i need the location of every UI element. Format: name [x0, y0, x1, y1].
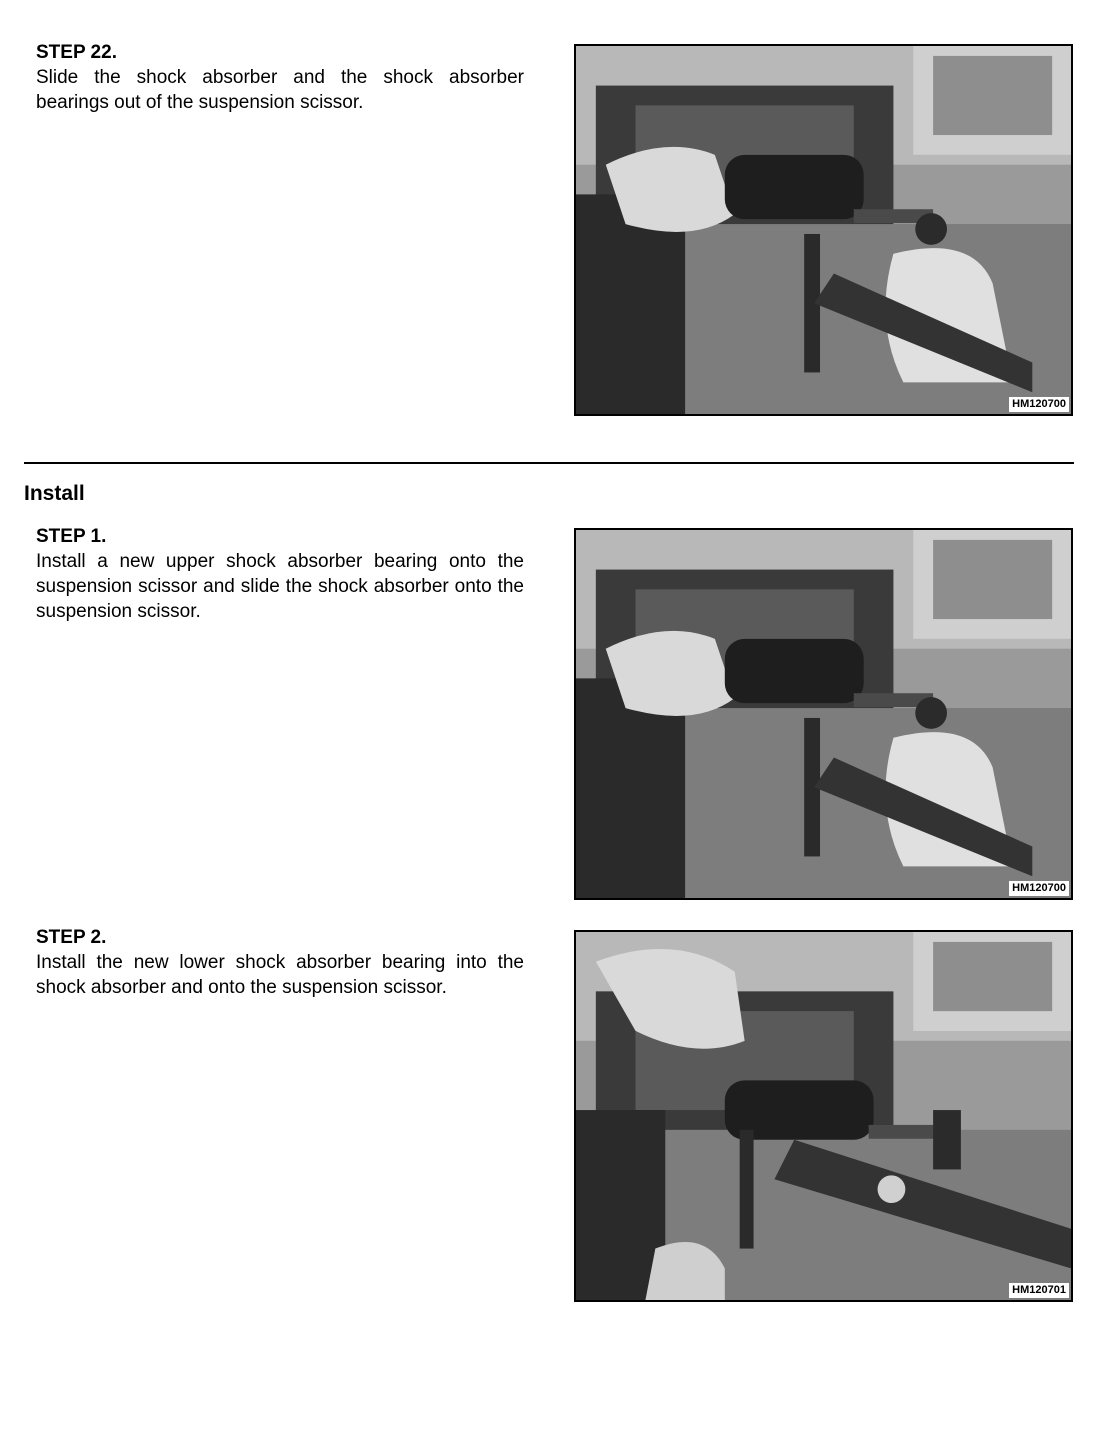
install-section-heading: Install [24, 482, 85, 505]
step-22-figure-code: HM120700 [1009, 397, 1069, 412]
step-22-text-block [36, 40, 524, 115]
step-2-figure-code: HM120701 [1009, 1283, 1069, 1298]
step-22-photo [574, 44, 1073, 416]
step-2-title: STEP 2. [36, 927, 107, 948]
step-22-instruction: Slide the shock absorber and the shock absorber bearings out of the suspension scissor. [36, 67, 524, 113]
step-2-text-block [36, 925, 524, 1000]
section-divider [24, 462, 1074, 464]
step-1-photo [574, 528, 1073, 900]
step-2-instruction: Install the new lower shock absorber bearing into the shock absorber and onto the suspension scissor. [36, 952, 524, 998]
step-1-title: STEP 1. [36, 526, 107, 547]
step-22-title: STEP 22. [36, 42, 117, 63]
step-2-photo [574, 930, 1073, 1302]
step-1-figure-code: HM120700 [1009, 881, 1069, 896]
step-1-instruction: Install a new upper shock absorber bearing onto the suspension scissor and slide the shock absorber onto the suspension scissor. [36, 551, 524, 622]
step-1-text-block [36, 524, 524, 624]
